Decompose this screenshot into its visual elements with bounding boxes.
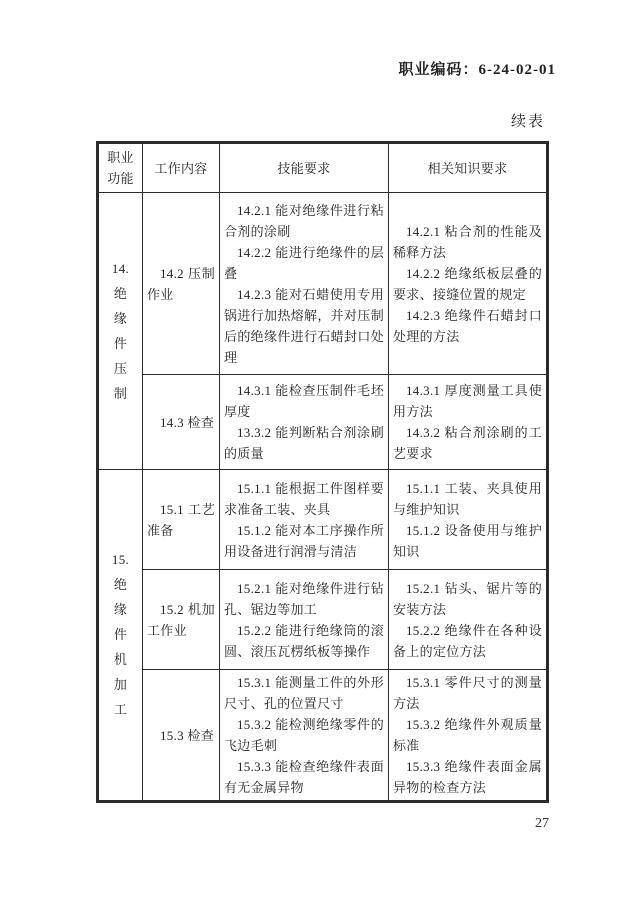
knowledge-item: 14.2.1 粘合剂的性能及稀释方法 bbox=[393, 223, 542, 260]
knowledge-cell-15-1 bbox=[389, 470, 548, 570]
table-row bbox=[98, 193, 548, 375]
work-cell-15-3 bbox=[143, 670, 220, 802]
table-row bbox=[98, 375, 548, 470]
skill-item: 13.3.2 能判断粘合剂涂刷的质量 bbox=[224, 425, 384, 461]
skills-cell-14-3 bbox=[220, 375, 389, 470]
knowledge-item: 14.2.3 绝缘件石蜡封口处理的方法 bbox=[393, 307, 542, 344]
skill-item: 15.2.1 能对绝缘件进行钻孔、锯边等加工 bbox=[224, 580, 384, 617]
header-occupation-function: 职业功能 bbox=[98, 143, 143, 193]
work-cell-15-2 bbox=[143, 570, 220, 670]
work-cell-14-2 bbox=[143, 193, 220, 375]
knowledge-item: 14.3.2 粘合剂涂刷的工艺要求 bbox=[393, 425, 542, 461]
skill-item: 14.2.1 能对绝缘件进行粘合剂的涂刷 bbox=[224, 202, 384, 239]
work-content-label: 14.2 压制作业 bbox=[147, 265, 215, 302]
occupation-standard-table bbox=[96, 141, 549, 803]
continued-table-label: 续表 bbox=[510, 114, 545, 130]
function-label-14 bbox=[103, 257, 138, 406]
knowledge-item: 15.3.3 绝缘件表面金属异物的检查方法 bbox=[393, 759, 542, 795]
knowledge-cell-14-2 bbox=[389, 193, 548, 375]
skill-item: 14.3.1 能检查压制件毛坯厚度 bbox=[224, 383, 384, 419]
work-content-label: 14.3 检查 bbox=[160, 414, 215, 430]
function-cell-14 bbox=[98, 193, 143, 470]
function-cell-15 bbox=[98, 470, 143, 802]
skills-cell-14-2 bbox=[220, 193, 389, 375]
function-number: 15. bbox=[111, 552, 130, 567]
page-number: 27 bbox=[535, 816, 549, 831]
work-cell-15-1 bbox=[143, 470, 220, 570]
knowledge-item: 14.2.2 绝缘纸板层叠的要求、接缝位置的规定 bbox=[393, 265, 542, 302]
knowledge-cell-15-2 bbox=[389, 570, 548, 670]
skills-cell-15-1 bbox=[220, 470, 389, 570]
knowledge-item: 15.2.2 绝缘件在各种设备上的定位方法 bbox=[393, 622, 542, 659]
table-row bbox=[98, 570, 548, 670]
table-row bbox=[98, 670, 548, 802]
header-skill-requirements: 技能要求 bbox=[220, 143, 389, 193]
work-content-label: 15.2 机加工作业 bbox=[147, 601, 215, 638]
work-content-label: 15.3 检查 bbox=[160, 727, 215, 743]
table-header-row bbox=[98, 143, 548, 193]
header-knowledge-requirements: 相关知识要求 bbox=[389, 143, 548, 193]
function-name: 绝缘件压制 bbox=[113, 285, 128, 401]
skill-item: 15.2.2 能进行绝缘筒的滚圆、滚压瓦楞纸板等操作 bbox=[224, 622, 384, 659]
skill-item: 15.3.3 能检查绝缘件表面有无金属异物 bbox=[224, 759, 384, 795]
work-content-label: 15.1 工艺准备 bbox=[147, 501, 215, 538]
table-row bbox=[98, 470, 548, 570]
skill-item: 15.3.2 能检测绝缘零件的飞边毛刺 bbox=[224, 717, 384, 753]
occupation-code: 职业编码：6-24-02-01 bbox=[398, 62, 556, 78]
knowledge-item: 15.3.1 零件尺寸的测量方法 bbox=[393, 675, 542, 711]
skill-item: 14.2.3 能对石蜡使用专用锅进行加热熔解，并对压制后的绝缘件进行石蜡封口处理 bbox=[224, 286, 384, 365]
skill-item: 15.1.1 能根据工件图样要求准备工装、夹具 bbox=[224, 480, 384, 517]
function-name: 绝缘件机加工 bbox=[113, 577, 128, 717]
skills-cell-15-2 bbox=[220, 570, 389, 670]
knowledge-item: 15.1.2 设备使用与维护知识 bbox=[393, 522, 542, 559]
skill-item: 15.1.2 能对本工序操作所用设备进行润滑与清洁 bbox=[224, 522, 384, 559]
function-label-15 bbox=[103, 548, 138, 722]
knowledge-item: 15.1.1 工装、夹具使用与维护知识 bbox=[393, 480, 542, 517]
knowledge-item: 15.2.1 钻头、锯片等的安装方法 bbox=[393, 580, 542, 617]
skill-item: 14.2.2 能进行绝缘件的层叠 bbox=[224, 244, 384, 281]
knowledge-item: 15.3.2 绝缘件外观质量标准 bbox=[393, 717, 542, 753]
skills-cell-15-3 bbox=[220, 670, 389, 802]
skill-item: 15.3.1 能测量工件的外形尺寸、孔的位置尺寸 bbox=[224, 675, 384, 711]
knowledge-item: 14.3.1 厚度测量工具使用方法 bbox=[393, 383, 542, 419]
work-cell-14-3 bbox=[143, 375, 220, 470]
function-number: 14. bbox=[111, 260, 130, 276]
knowledge-cell-15-3 bbox=[389, 670, 548, 802]
knowledge-cell-14-3 bbox=[389, 375, 548, 470]
header-work-content: 工作内容 bbox=[143, 143, 220, 193]
